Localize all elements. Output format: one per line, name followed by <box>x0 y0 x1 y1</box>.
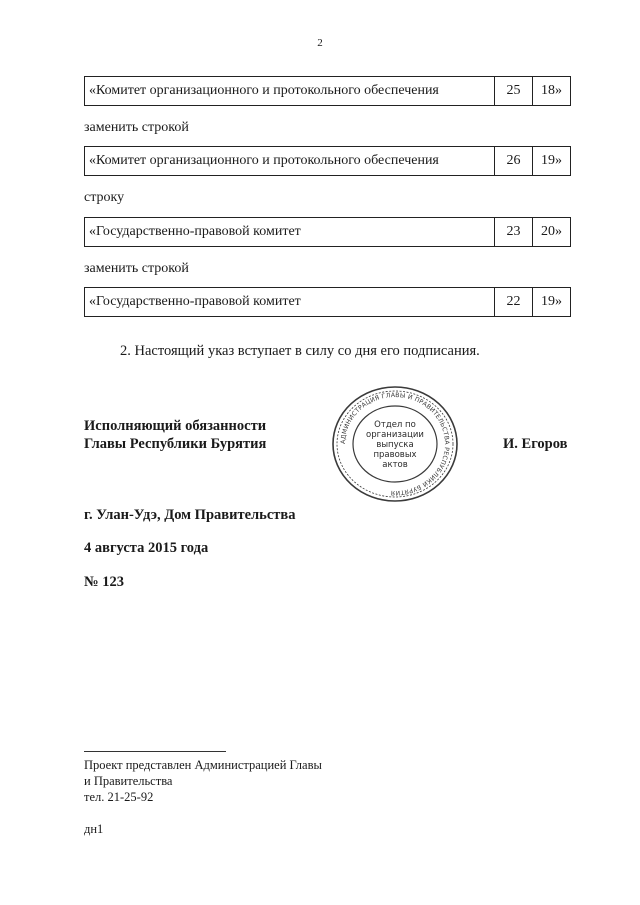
footer-line-3: тел. 21-25-92 <box>84 790 154 804</box>
row-value-1: 22 <box>495 288 533 316</box>
signatory-position-line2: Главы Республики Бурятия <box>84 436 267 452</box>
table-row <box>84 217 571 247</box>
table-row <box>84 76 571 106</box>
official-seal <box>330 385 460 503</box>
place-text: г. Улан-Удэ, Дом Правительства <box>84 507 296 523</box>
table-row <box>84 146 571 176</box>
row-value-2: 20» <box>541 224 562 239</box>
seal-stamp-icon <box>330 385 460 503</box>
date-text: 4 августа 2015 года <box>84 540 209 556</box>
row-name: «Государственно-правовой комитет <box>85 218 495 246</box>
seal-line-2: организации <box>366 430 424 440</box>
connector-text: заменить строкой <box>84 120 189 135</box>
document-number: № 123 <box>84 574 124 590</box>
paragraph-text: 2. Настоящий указ вступает в силу со дня его подписания. <box>120 343 480 359</box>
seal-line-5: актов <box>382 460 408 470</box>
connector-text: строку <box>84 190 125 205</box>
table-row <box>84 287 571 317</box>
row-value-2: 19» <box>541 294 562 309</box>
row-name: «Комитет организационного и протокольного обеспечения <box>85 77 495 105</box>
footer-divider <box>84 751 226 752</box>
footer-line-2: и Правительства <box>84 774 173 788</box>
row-value-2: 18» <box>541 83 562 98</box>
seal-line-4: правовых <box>373 450 417 460</box>
row-value-1: 25 <box>495 77 533 105</box>
connector-text: заменить строкой <box>84 261 189 276</box>
signatory-position-line1: Исполняющий обязанности <box>84 418 267 434</box>
page-number: 2 <box>317 37 323 49</box>
row-value-1: 26 <box>495 147 533 175</box>
signatory-name: И. Егоров <box>503 436 568 452</box>
footer-line-1: Проект представлен Администрацией Главы <box>84 758 322 772</box>
seal-line-3: выпуска <box>376 440 414 450</box>
row-value-1: 23 <box>495 218 533 246</box>
row-value-2: 19» <box>541 153 562 168</box>
seal-ring-text: АДМИНИСТРАЦИЯ ГЛАВЫ И ПРАВИТЕЛЬСТВА РЕСПУБЛИКИ БУРЯТИЯ <box>339 391 451 497</box>
row-name: «Государственно-правовой комитет <box>85 288 495 316</box>
seal-line-1: Отдел по <box>374 420 416 430</box>
row-name: «Комитет организационного и протокольного обеспечения <box>85 147 495 175</box>
footer-code: дн1 <box>84 822 104 836</box>
